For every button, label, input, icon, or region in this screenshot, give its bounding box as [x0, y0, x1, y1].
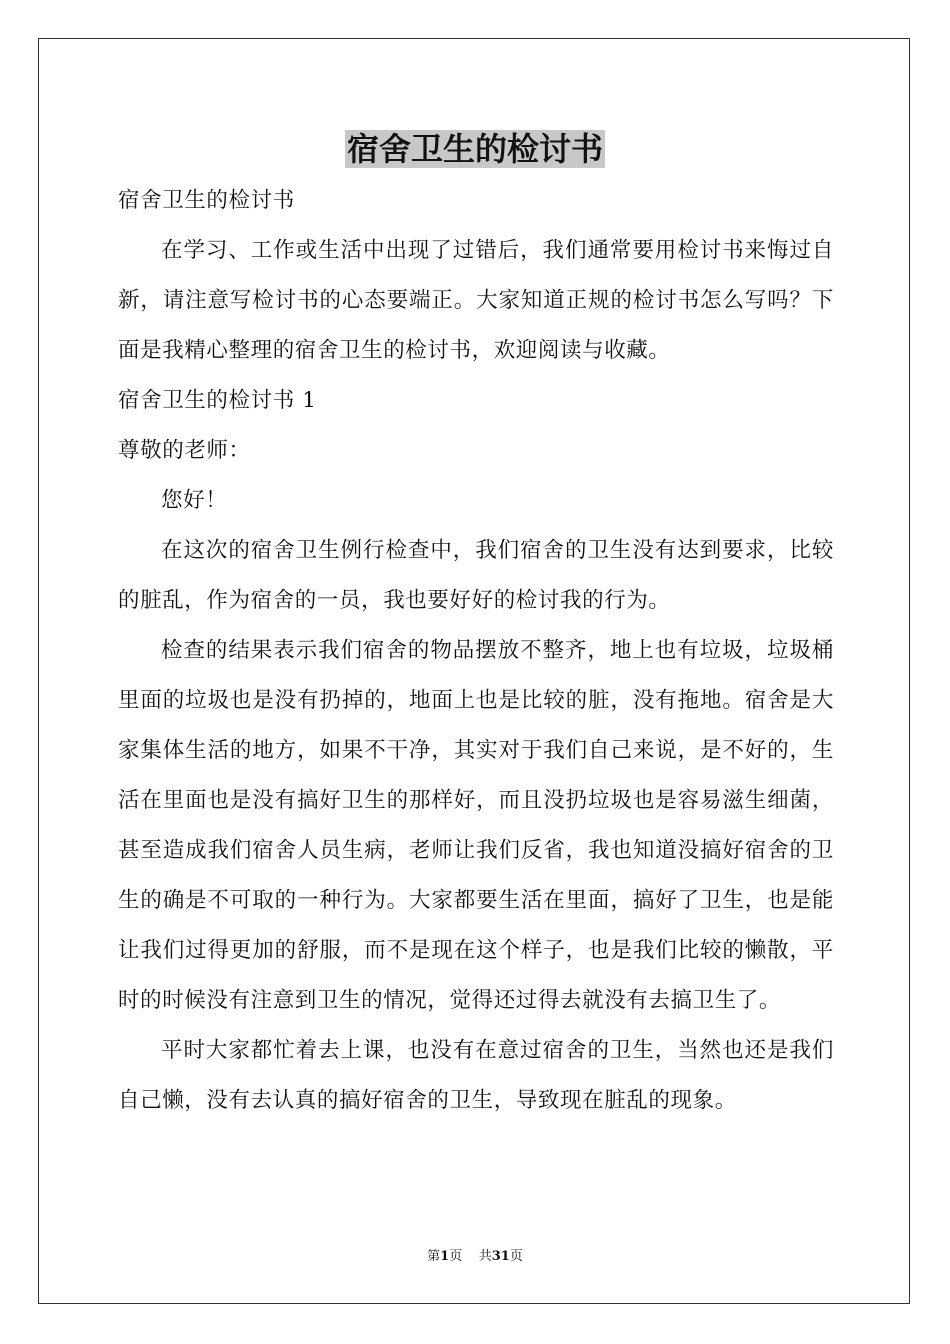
document-title-text: 宿舍卫生的检讨书: [346, 130, 603, 168]
section-heading: 宿舍卫生的检讨书 1: [118, 388, 317, 413]
page-footer: [0, 1248, 950, 1266]
page-current: 1: [440, 1249, 450, 1264]
document-subtitle: 宿舍卫生的检讨书: [118, 188, 295, 213]
document-title: [0, 126, 950, 172]
page-unit: 页: [449, 1249, 463, 1264]
page-total: 31: [491, 1249, 510, 1264]
total-prefix: 共: [478, 1249, 492, 1264]
greeting: 您好！: [161, 488, 228, 513]
page-prefix: 第: [427, 1249, 441, 1264]
total-unit: 页: [509, 1249, 523, 1264]
intro-paragraph: 在学习、工作或生活中出现了过错后，我们通常要用检讨书来悔过自新，请注意写检讨书的心态要端正。大家知道正规的检讨书怎么写吗？下面是我精心整理的宿舍卫生的检讨书，欢迎阅读与收藏。: [118, 238, 834, 363]
body-paragraph-1: 在这次的宿舍卫生例行检查中，我们宿舍的卫生没有达到要求，比较的脏乱，作为宿舍的一员，我也要好好的检讨我的行为。: [118, 538, 834, 613]
body-paragraph-2: 检查的结果表示我们宿舍的物品摆放不整齐，地上也有垃圾，垃圾桶里面的垃圾也是没有扔掉的，地面上也是比较的脏，没有拖地。宿舍是大家集体生活的地方，如果不干净，其实对于我们自己来说，是不好的，生活在里面也是没有搞好卫生的那样好，而且没扔垃圾也是容易滋生细菌，甚至造成我们宿舍人员生病，老师让我们反省，我也知道没搞好宿舍的卫生的确是不可取的一种行为。大家都要生活在里面，搞好了卫生，也是能让我们过得更加的舒服，而不是现在这个样子，也是我们比较的懒散，平时的时候没有注意到卫生的情况，觉得还过得去就没有去搞卫生了。: [118, 638, 834, 1013]
body-paragraph-3: 平时大家都忙着去上课，也没有在意过宿舍的卫生，当然也还是我们自己懒，没有去认真的搞好宿舍的卫生，导致现在脏乱的现象。: [118, 1038, 834, 1113]
salutation: 尊敬的老师：: [118, 438, 251, 463]
document-body: [118, 176, 834, 1126]
